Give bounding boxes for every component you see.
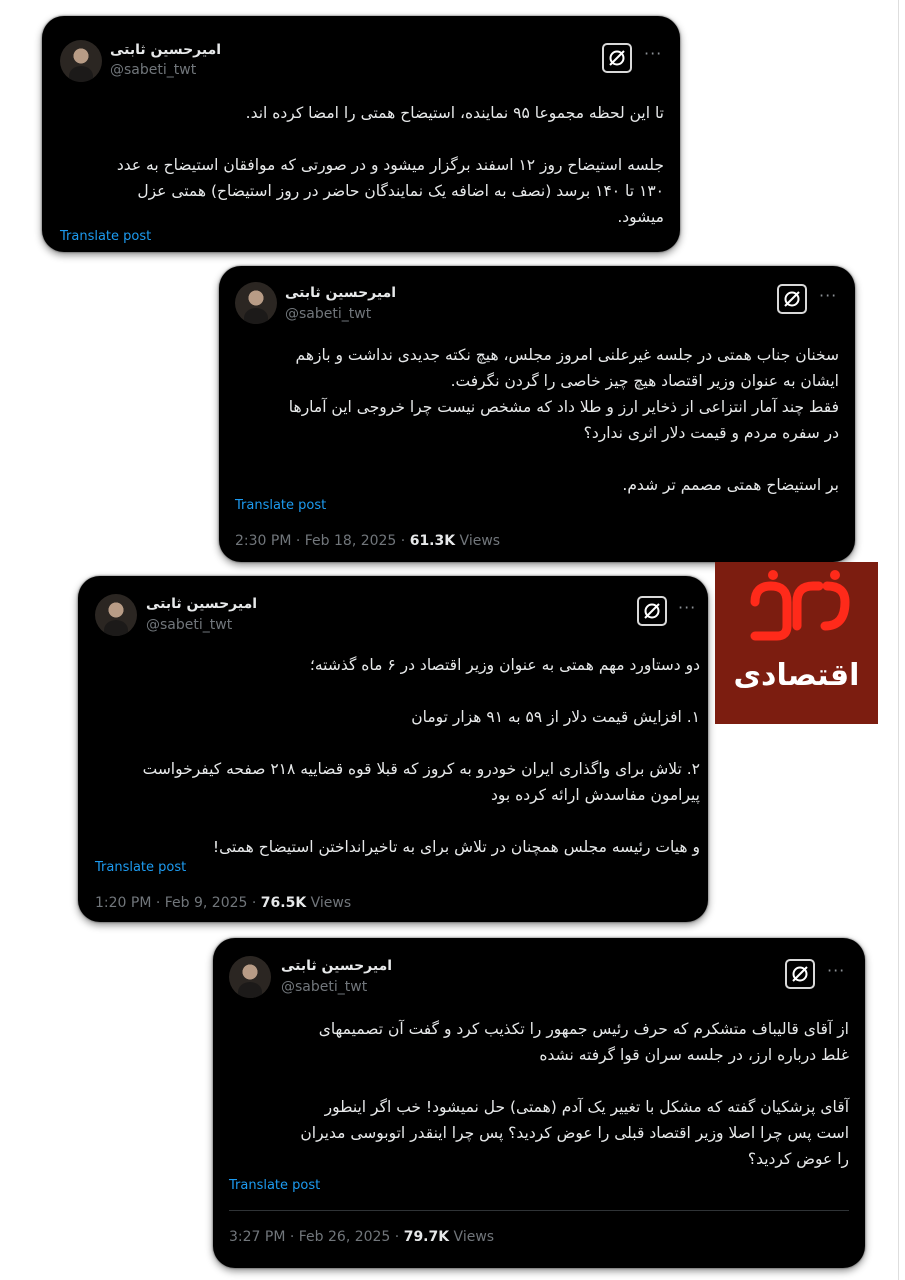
tweet-line: آقای پزشکیان گفته که مشکل با تغییر یک آدم (همتی) حل نمیشود! خب اگر اینطور bbox=[324, 1098, 849, 1116]
author-name[interactable]: امیرحسین ثابتی bbox=[281, 958, 393, 974]
tweet-line: میشود. bbox=[617, 208, 664, 226]
tweet-line: تا این لحظه مجموعا ۹۵ نماینده، استیضاح همتی را امضا کرده اند. bbox=[245, 104, 664, 122]
tweet-line: فقط چند آمار انتزاعی از ذخایر ارز و طلا داد که مشخص نیست چرا خروجی این آمارها bbox=[288, 398, 839, 416]
post-timestamp[interactable]: 1:20 PM · Feb 9, 2025 · bbox=[95, 895, 257, 911]
tweet-line: جلسه استیضاح روز ۱۲ اسفند برگزار میشود و در صورتی که موافقان استیضاح به عدد bbox=[116, 156, 664, 174]
more-options-icon[interactable]: ··· bbox=[644, 44, 663, 63]
post-meta bbox=[95, 895, 351, 911]
views-label: Views bbox=[310, 895, 352, 911]
logo-mark-icon bbox=[715, 562, 878, 658]
tweet-card-2 bbox=[219, 266, 855, 562]
views-label: Views bbox=[453, 1229, 495, 1245]
tweet-line: پیرامون مفاسدش ارائه کرده بود bbox=[490, 786, 700, 804]
grok-icon[interactable] bbox=[602, 43, 632, 73]
view-count: 76.5K bbox=[260, 895, 307, 911]
author-handle[interactable]: @sabeti_twt bbox=[110, 62, 197, 78]
avatar[interactable] bbox=[235, 282, 277, 324]
post-timestamp[interactable]: 2:30 PM · Feb 18, 2025 · bbox=[235, 533, 406, 549]
grok-icon[interactable] bbox=[785, 959, 815, 989]
tweet-card-1 bbox=[42, 16, 680, 252]
author-handle[interactable]: @sabeti_twt bbox=[285, 306, 372, 322]
post-meta bbox=[235, 533, 500, 549]
tweet-line: در سفره مردم و قیمت دلار اثری ندارد؟ bbox=[583, 424, 839, 442]
author-name[interactable]: امیرحسین ثابتی bbox=[110, 42, 222, 58]
tweet-line: ۱۳۰ تا ۱۴۰ برسد (نصف به اضافه یک نمایندگان حاضر در روز استیضاح) همتی عزل bbox=[137, 182, 664, 200]
tweet-card-4 bbox=[213, 938, 865, 1268]
author-name[interactable]: امیرحسین ثابتی bbox=[146, 596, 258, 612]
tweet-line: ۲. تلاش برای واگذاری ایران خودرو به کروز که قبلا قوه قضاییه ۲۱۸ صفحه کیفرخواست bbox=[142, 760, 700, 778]
avatar[interactable] bbox=[229, 956, 271, 998]
author-name[interactable]: امیرحسین ثابتی bbox=[285, 285, 397, 301]
tweet-text bbox=[94, 652, 700, 860]
view-count: 61.3K bbox=[409, 533, 456, 549]
tweet-line: بر استیضاح همتی مصمم تر شدم. bbox=[622, 476, 839, 494]
translate-post-link[interactable]: Translate post bbox=[229, 1178, 321, 1193]
avatar[interactable] bbox=[60, 40, 102, 82]
grok-icon[interactable] bbox=[637, 596, 667, 626]
tweet-text bbox=[229, 1016, 849, 1172]
page-edge-line bbox=[898, 0, 899, 1280]
tweet-line: دو دستاورد مهم همتی به عنوان وزیر اقتصاد در ۶ ماه گذشته؛ bbox=[309, 656, 700, 674]
watermark-logo bbox=[715, 562, 878, 724]
more-options-icon[interactable]: ··· bbox=[678, 598, 697, 617]
grok-icon[interactable] bbox=[777, 284, 807, 314]
translate-post-link[interactable]: Translate post bbox=[95, 860, 187, 875]
view-count: 79.7K bbox=[403, 1229, 450, 1245]
translate-post-link[interactable]: Translate post bbox=[60, 229, 152, 244]
tweet-line: و هیات رئیسه مجلس همچنان در تلاش برای به تاخیرانداختن استیضاح همتی! bbox=[212, 838, 700, 856]
tweet-line: ۱. افزایش قیمت دلار از ۵۹ به ۹۱ هزار تومان bbox=[411, 708, 700, 726]
divider bbox=[229, 1210, 849, 1211]
tweet-line: سخنان جناب همتی در جلسه غیرعلنی امروز مجلس، هیچ نکته جدیدی نداشت و بازهم bbox=[295, 346, 839, 364]
tweet-text bbox=[60, 100, 664, 230]
author-handle[interactable]: @sabeti_twt bbox=[146, 617, 233, 633]
tweet-text bbox=[235, 342, 839, 498]
author-handle[interactable]: @sabeti_twt bbox=[281, 979, 368, 995]
views-label: Views bbox=[459, 533, 501, 549]
avatar[interactable] bbox=[95, 594, 137, 636]
tweet-line: است پس چرا اصلا وزیر اقتصاد قبلی را عوض کردید؟ پس چرا اینقدر اتوبوسی مدیران bbox=[300, 1124, 849, 1142]
tweet-card-3 bbox=[78, 576, 708, 922]
tweet-line: غلط درباره ارز، در جلسه سران قوا گرفته نشده bbox=[539, 1046, 849, 1064]
post-meta bbox=[229, 1229, 494, 1245]
tweet-line: ایشان به عنوان وزیر اقتصاد هیچ چیز خاصی را گردن نگرفت. bbox=[450, 372, 839, 390]
more-options-icon[interactable]: ··· bbox=[827, 961, 846, 980]
translate-post-link[interactable]: Translate post bbox=[235, 498, 327, 513]
tweet-line: از آقای قالیباف متشکرم که حرف رئیس جمهور را تکذیب کرد و گفت آن تصمیمهای bbox=[318, 1020, 849, 1038]
tweet-line: را عوض کردید؟ bbox=[747, 1150, 849, 1168]
watermark-text: اقتصادی bbox=[733, 658, 860, 693]
more-options-icon[interactable]: ··· bbox=[819, 286, 838, 305]
post-timestamp[interactable]: 3:27 PM · Feb 26, 2025 · bbox=[229, 1229, 400, 1245]
